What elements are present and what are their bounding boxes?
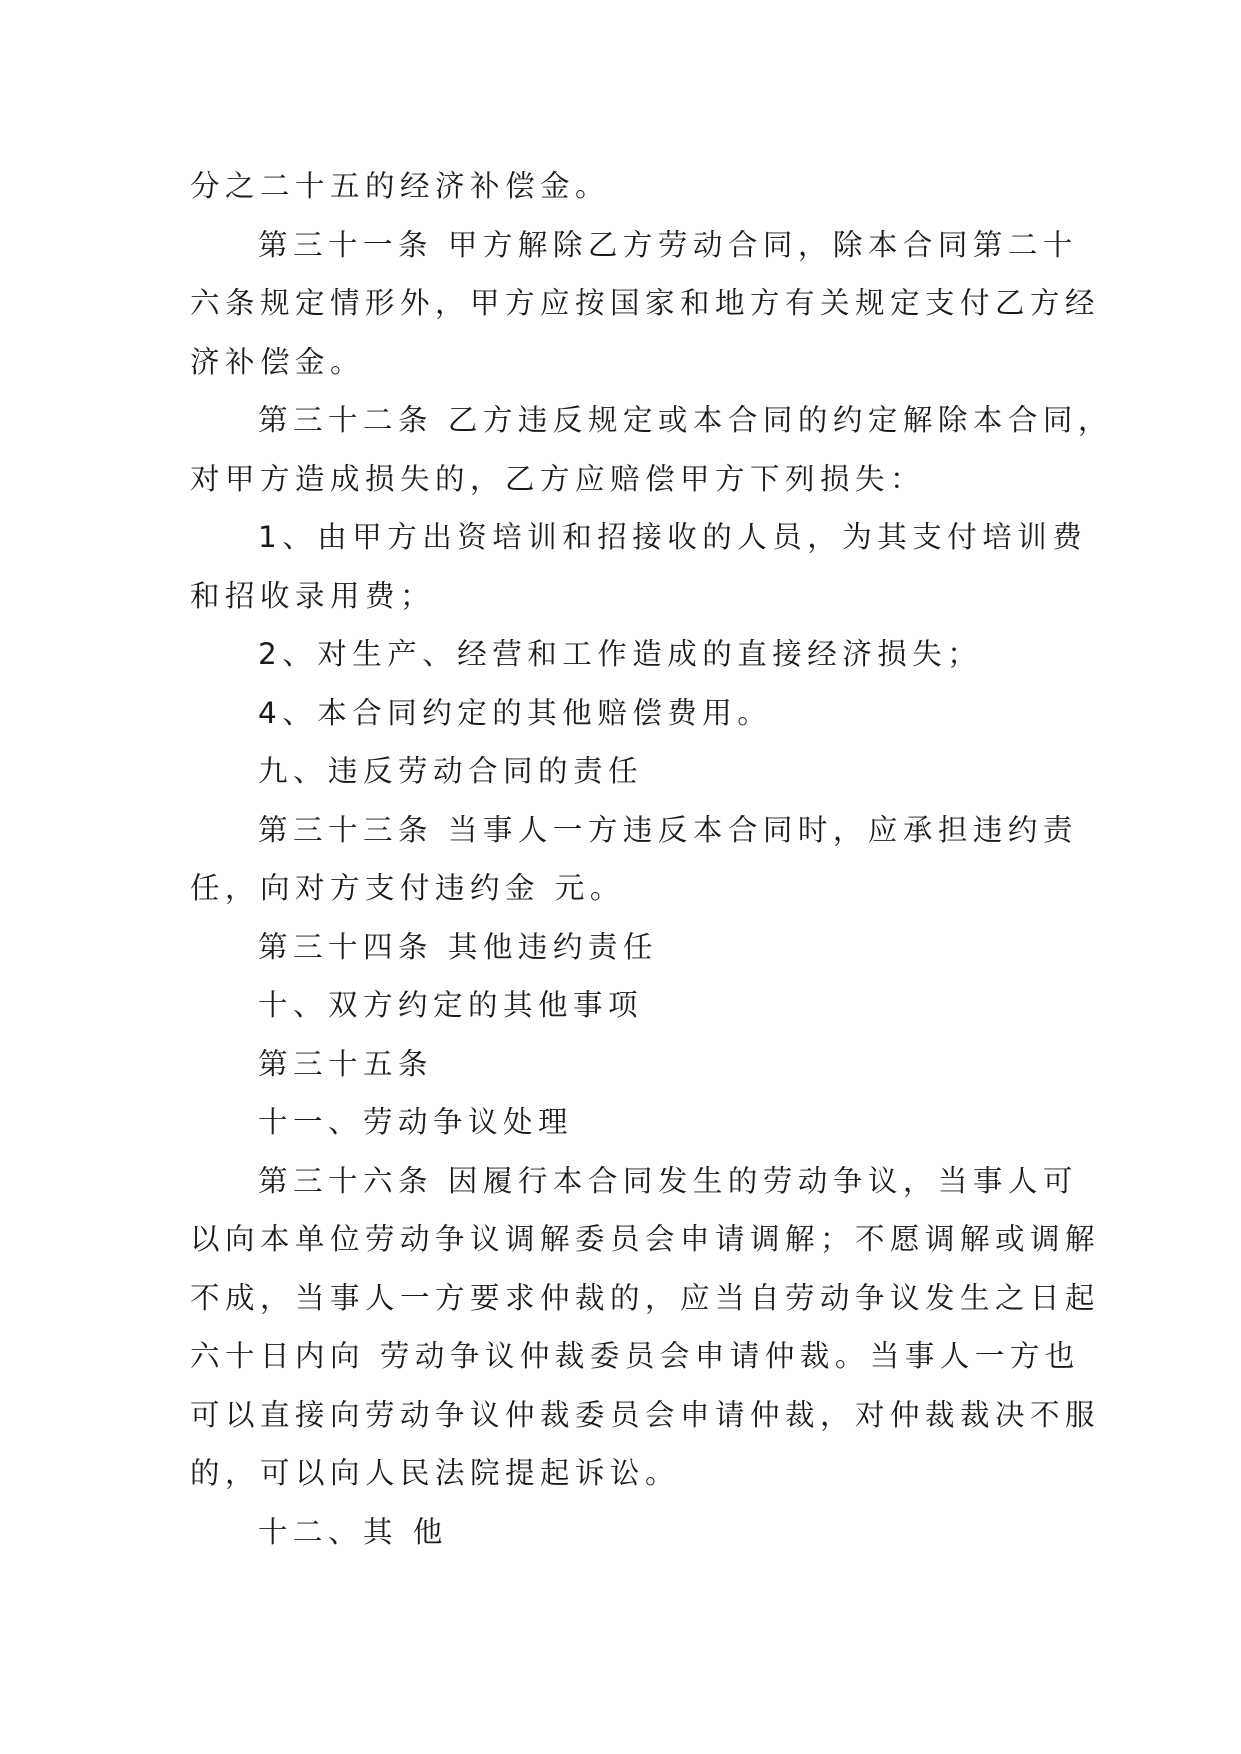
text-line: 以向本单位劳动争议调解委员会申请调解；不愿调解或调解 <box>190 1222 1101 1256</box>
text-line: 第三十二条 乙方违反规定或本合同的约定解除本合同， <box>258 403 1113 437</box>
text-line: 六十日内向 劳动争议仲裁委员会申请仲裁。当事人一方也 <box>190 1339 1080 1373</box>
document-body <box>190 157 1113 1561</box>
text-line: 和招收录用费； <box>190 578 436 613</box>
text-line: 的，可以向人民法院提起诉讼。 <box>190 1456 681 1490</box>
section-heading: 九、违反劳动合同的责任 <box>258 754 644 788</box>
text-line: 4、本合同约定的其他赔偿费用。 <box>258 695 773 730</box>
text-line: 可以直接向劳动争议仲裁委员会申请仲裁，对仲裁裁决不服 <box>190 1397 1101 1432</box>
text-line: 不成，当事人一方要求仲裁的，应当自劳动争议发生之日起 <box>190 1280 1101 1315</box>
text-line: 第三十五条 <box>258 1046 434 1081</box>
text-line: 第三十六条 因履行本合同发生的劳动争议，当事人可 <box>258 1163 1078 1198</box>
text-line: 2、对生产、经营和工作造成的直接经济损失； <box>258 637 983 671</box>
text-line: 任，向对方支付违约金 元。 <box>190 871 625 905</box>
section-heading: 十二、其 他 <box>258 1514 448 1549</box>
section-heading: 十一、劳动争议处理 <box>258 1105 574 1139</box>
text-line: 分之二十五的经济补偿金。 <box>190 169 611 203</box>
text-line: 第三十一条 甲方解除乙方劳动合同，除本合同第二十 <box>258 227 1078 262</box>
text-line: 济补偿金。 <box>190 344 366 379</box>
text-line: 对甲方造成损失的，乙方应赔偿甲方下列损失： <box>190 461 926 496</box>
text-line: 1、由甲方出资培训和招接收的人员，为其支付培训费 <box>258 520 1088 554</box>
text-line: 第三十四条 其他违约责任 <box>258 929 658 964</box>
text-line: 六条规定情形外，甲方应按国家和地方有关规定支付乙方经 <box>190 286 1101 320</box>
text-line: 第三十三条 当事人一方违反本合同时，应承担违约责 <box>258 812 1078 847</box>
section-heading: 十、双方约定的其他事项 <box>258 988 644 1022</box>
